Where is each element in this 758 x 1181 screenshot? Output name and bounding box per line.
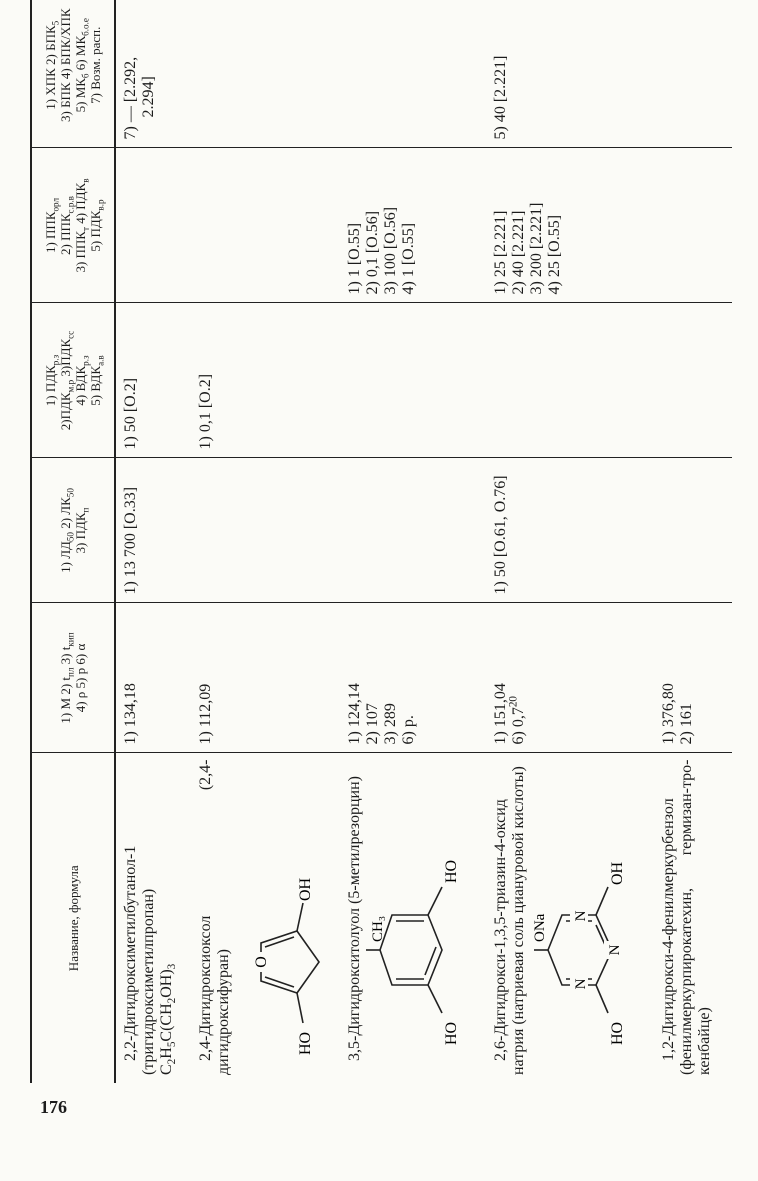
svg-text:HO: HO: [297, 1031, 314, 1055]
svg-text:N: N: [573, 910, 589, 922]
compound-formula: $C_2H_5C(CH_2OH)_3$: [158, 963, 179, 1075]
name-cell: [654, 753, 732, 1083]
table-row: [654, 0, 732, 1083]
svg-text:HO: HO: [443, 859, 460, 883]
methyl-label: CH₃: [370, 915, 386, 942]
ppk-cell: [654, 148, 732, 303]
rotated-table-region: [30, 0, 730, 1093]
phys-cell: 1) 112,09: [191, 603, 340, 753]
header-name: Название, формула: [31, 753, 115, 1083]
data-table: [30, 0, 732, 1083]
phys-cell: 1) 134,18: [115, 603, 191, 753]
ld-cell: [340, 458, 486, 603]
ld-cell: 1) 50 [O.61, O.76]: [486, 458, 654, 603]
hpk-cell: [654, 0, 732, 148]
pdk-cell: 1) 0,1 [O.2]: [191, 303, 340, 458]
ld-cell: [191, 458, 340, 603]
ppk-cell: 1) 1 [O.55] 2) 0,1 [O.56] 3) 100 [O.56] 4) 1 [O.55]: [340, 148, 486, 303]
header-hpk: 1) ХПК 2) $БПК_5$ 3) БПК 4) БПК/ХПК 5) $МК_б$ 6) $МК_{б.о.е}$ 7) Возм. расп.: [31, 0, 115, 148]
hpk-cell: [340, 0, 486, 148]
header-pdk: 1) $ПДК_{р.з}$ $2)ПДК_{м.р}$ $3)ПДК_{сс}$ 4) $ВДК_{р.з}$ 5) $ВДК_{а.в}$: [31, 303, 115, 458]
table-row: [191, 0, 340, 1083]
table-row: [115, 0, 191, 1083]
phys-cell: 1) 376,80 2) 161: [654, 603, 732, 753]
svg-text:N: N: [573, 978, 589, 990]
hpk-cell: 7) — [2.292, 2.294]: [115, 0, 191, 148]
phys-cell: 1) 151,04 6) $0,7^{20}$: [486, 603, 654, 753]
table-row: [340, 0, 486, 1083]
furan-structure: [239, 855, 329, 1075]
ld-cell: [654, 458, 732, 603]
triazine-structure: [534, 815, 634, 1075]
compound-name: 2,4-Дигидроксиоксол (2,4-дигидроксифуран): [197, 759, 232, 1075]
compound-name: 2,2-Дигидроксиметилбутанол-1 (тригидроксиметилпропан): [122, 845, 157, 1075]
compound-name: 3,5-Дигидрокситолуол (5-метилрезорцин): [346, 776, 363, 1061]
hpk-cell: 5) 40 [2.221]: [486, 0, 654, 148]
ld-cell: 1) 13 700 [O.33]: [115, 458, 191, 603]
ona-label: ONa: [532, 913, 548, 942]
header-ld: 1) $ЛД_{50}$ 2) $ЛК_{50}$ 3) $ПДК_п$: [31, 458, 115, 603]
page-number: 176: [40, 1097, 67, 1117]
svg-text:O: O: [253, 956, 270, 968]
header-row: [31, 0, 115, 1083]
orcinol-structure: [370, 805, 470, 1075]
ppk-cell: [191, 148, 340, 303]
compound-name: 2,6-Дигидрокси-1,3,5-триазин-4-оксид натрия (натриевая соль циануровой кислоты): [492, 766, 527, 1075]
svg-text:OH: OH: [609, 861, 626, 885]
name-cell: [191, 753, 340, 1083]
svg-text:N: N: [607, 944, 623, 956]
ppk-cell: 1) 25 [2.221] 2) 40 [2.221] 3) 200 [2.221] 4) 25 [O.55]: [486, 148, 654, 303]
table-row: [486, 0, 654, 1083]
ppk-cell: [115, 148, 191, 303]
svg-text:HO: HO: [443, 1021, 460, 1045]
svg-text:OH: OH: [297, 877, 314, 901]
hpk-cell: [191, 0, 340, 148]
svg-text:HO: HO: [609, 1021, 626, 1045]
pdk-cell: 1) 50 [O.2]: [115, 303, 191, 458]
pdk-cell: [486, 303, 654, 458]
header-ppk: 1) $ППК_{орл}$ 2) $ППК_{с.р.в}$ 3) $ППК_т$ 4) $ПДК_в$ 5) $ПДК_{в.р}$: [31, 148, 115, 303]
name-cell: [115, 753, 191, 1083]
compound-name: 1,2-Дигидрокси-4-фенилмеркурбензол (фенилмеркурпирокатехин, гермизан-тро-кенбайце): [660, 759, 713, 1075]
phys-cell: 1) 124,14 2) 107 3) 289 6) р.: [340, 603, 486, 753]
header-phys: 1) M 2) $t_{пл}$ 3) $t_{кип}$ 4) ρ 5) р 6) α: [31, 603, 115, 753]
name-cell: [340, 753, 486, 1083]
pdk-cell: [340, 303, 486, 458]
name-cell: [486, 753, 654, 1083]
pdk-cell: [654, 303, 732, 458]
